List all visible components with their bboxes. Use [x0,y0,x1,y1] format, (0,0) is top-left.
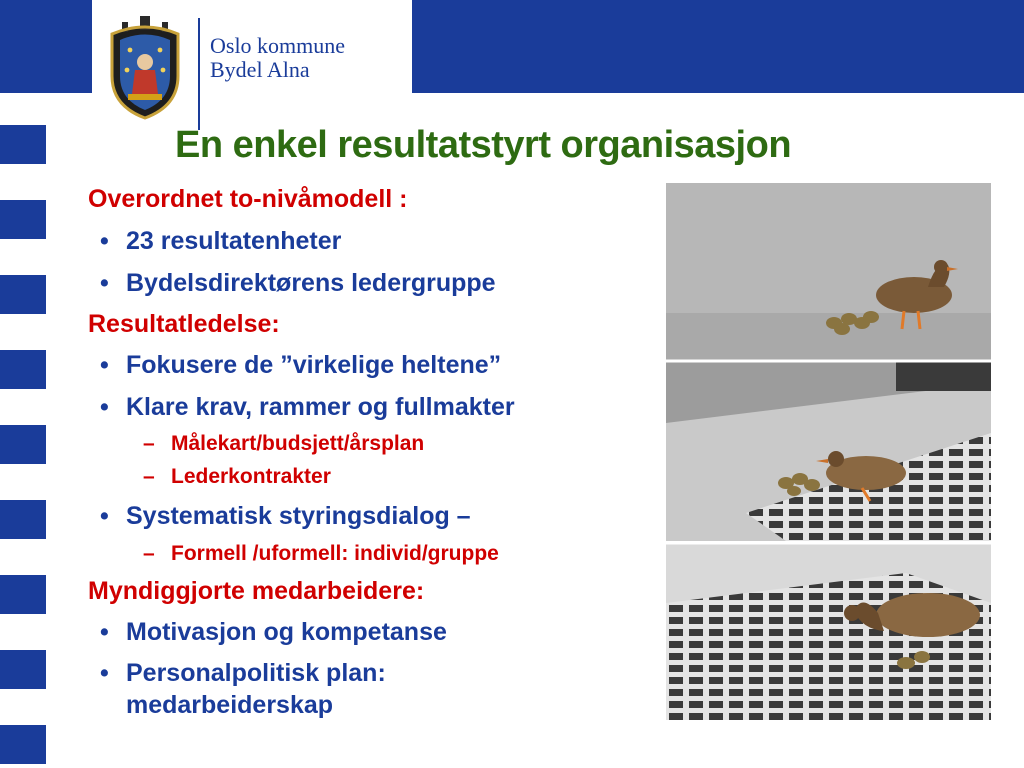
sub-bullet-item: Målekart/budsjett/årsplan [171,432,425,455]
section-heading: Overordnet to-nivåmodell : [88,185,408,213]
bullet-item: Bydelsdirektørens ledergruppe [126,269,496,297]
organization-name [210,34,345,82]
bullet-dot: • [100,659,109,687]
sub-bullet-dash: – [143,432,155,455]
section-heading: Myndiggjorte medarbeidere: [88,577,425,605]
bullet-dot: • [100,393,109,421]
section-heading: Resultatledelse: [88,310,280,338]
left-decor-block [0,125,46,164]
slide-title: En enkel resultatstyrt organisasjon [175,124,792,166]
bullet-item: Personalpolitisk plan: [126,659,386,687]
bullet-item: Klare krav, rammer og fullmakter [126,393,515,421]
bullet-item: medarbeiderskap [126,691,334,719]
bullet-item: 23 resultatenheter [126,227,342,255]
bullet-dot: • [100,351,109,379]
oslo-coat-of-arms-icon [100,14,190,122]
ducks-photo [666,183,991,720]
header-divider [198,18,200,130]
bullet-dot: • [100,269,109,297]
bullet-dot: • [100,502,109,530]
left-decor-block [0,575,46,614]
bullet-dot: • [100,227,109,255]
sub-bullet-item: Formell /uformell: individ/gruppe [171,542,499,565]
sub-bullet-dash: – [143,542,155,565]
left-decor-block [0,725,46,764]
sub-bullet-dash: – [143,465,155,488]
bullet-item: Fokusere de ”virkelige heltene” [126,351,502,379]
org-name-line2: Bydel Alna [210,57,310,82]
org-name-line1: Oslo kommune [210,33,346,58]
bullet-item: Motivasjon og kompetanse [126,618,447,646]
left-decor-block [0,350,46,389]
left-decor-block [0,500,46,539]
bullet-dot: • [100,618,109,646]
left-decor-block [0,200,46,239]
left-decor-block [0,650,46,689]
left-decor-block [0,425,46,464]
bullet-item: Systematisk styringsdialog – [126,502,471,530]
left-decor-block [0,275,46,314]
sub-bullet-item: Lederkontrakter [171,465,331,488]
